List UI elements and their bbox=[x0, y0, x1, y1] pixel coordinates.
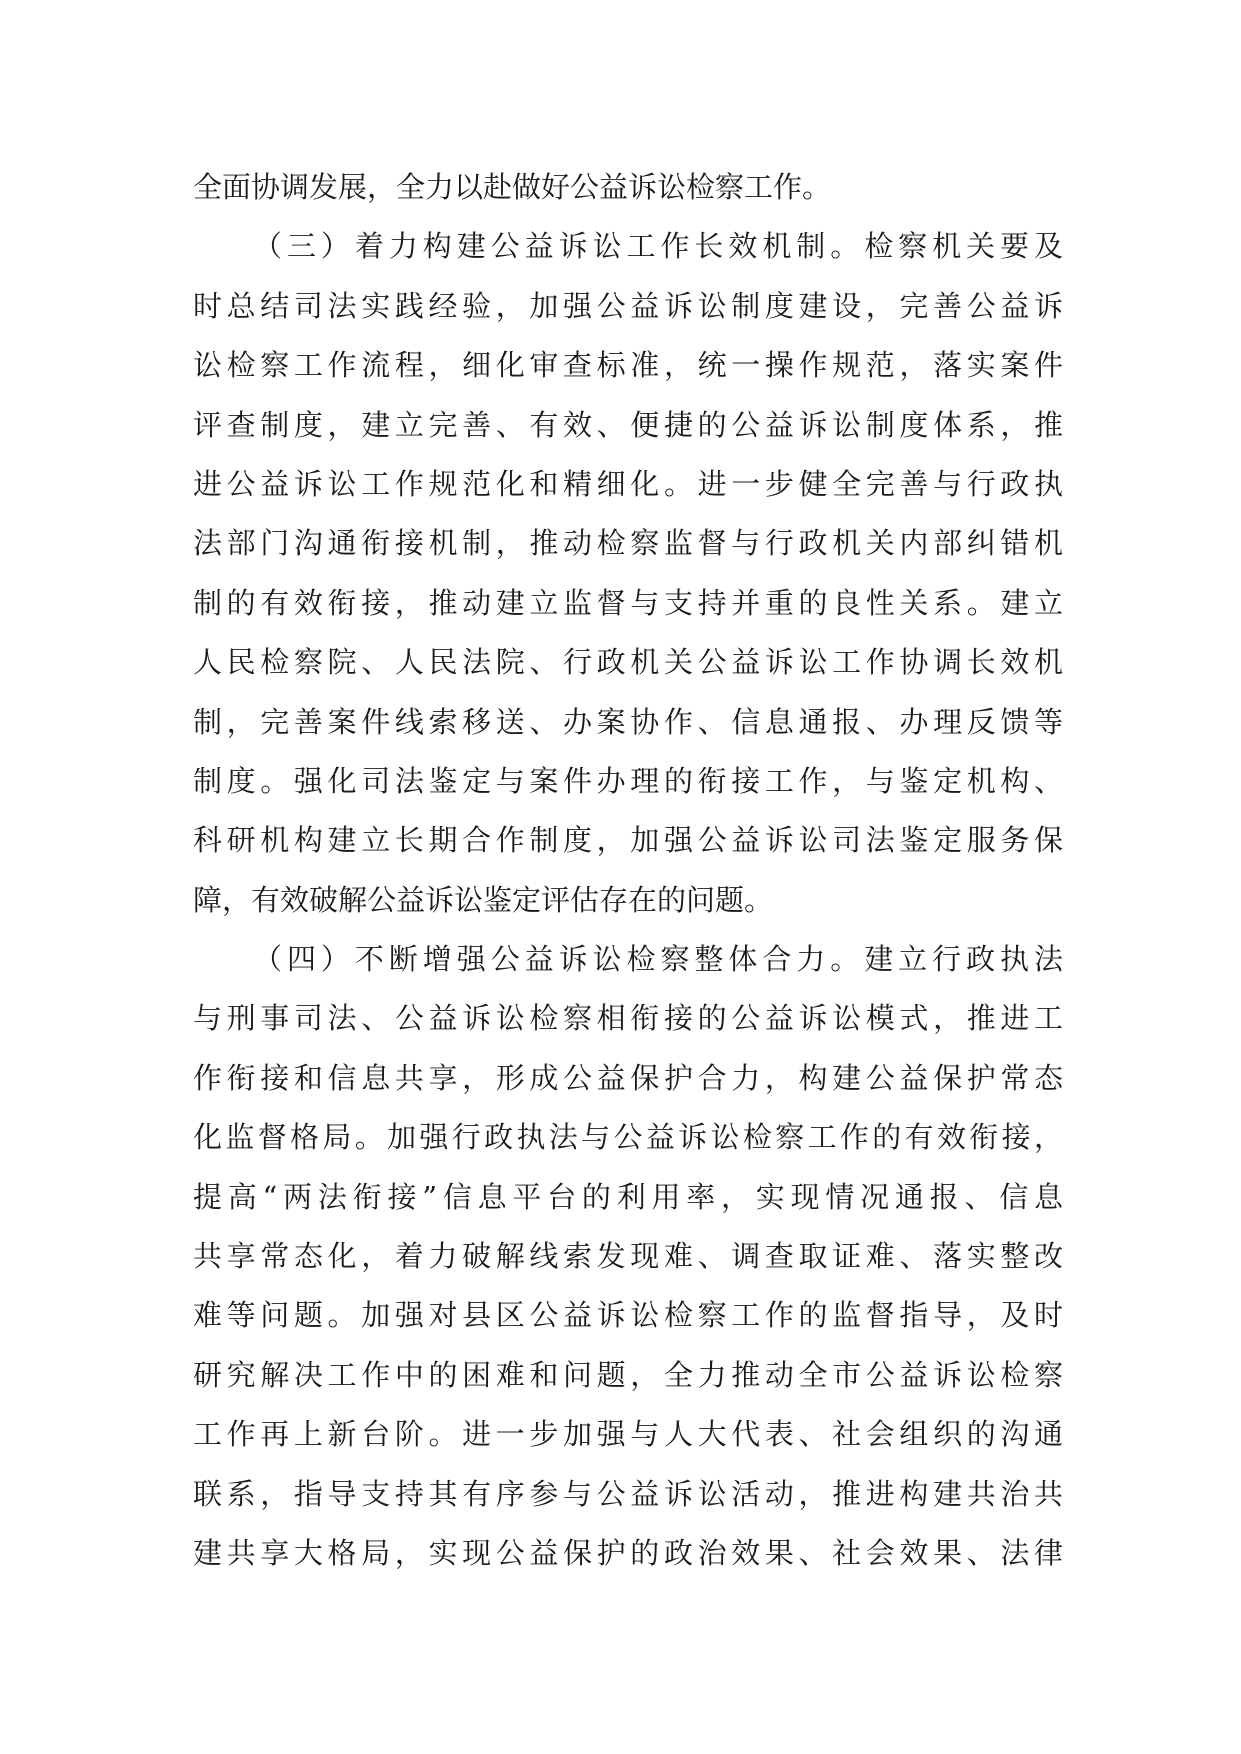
text-line: 研究解决工作中的困难和问题，全力推动全市公益诉讼检察 bbox=[193, 1357, 1063, 1392]
text-line: 制的有效衔接，推动建立监督与支持并重的良性关系。建立 bbox=[193, 585, 1063, 620]
text-line: 障，有效破解公益诉讼鉴定评估存在的问题。 bbox=[193, 882, 774, 917]
text-line: 建共享大格局，实现公益保护的政治效果、社会效果、法律 bbox=[193, 1535, 1063, 1570]
text-line: 与刑事司法、公益诉讼检察相衔接的公益诉讼模式，推进工 bbox=[193, 1001, 1063, 1036]
text-line: 进公益诉讼工作规范化和精细化。进一步健全完善与行政执 bbox=[193, 466, 1063, 501]
text-line: 难等问题。加强对县区公益诉讼检察工作的监督指导，及时 bbox=[193, 1298, 1063, 1333]
text-line: 法部门沟通衔接机制，推动检察监督与行政机关内部纠错机 bbox=[193, 526, 1063, 561]
text-line: 共享常态化，着力破解线索发现难、调查取证难、落实整改 bbox=[193, 1239, 1063, 1274]
text-line: （四）不断增强公益诉讼检察整体合力。建立行政执法 bbox=[253, 942, 1063, 977]
text-line: 人民检察院、人民法院、行政机关公益诉讼工作协调长效机 bbox=[193, 645, 1063, 680]
text-line: 制度。强化司法鉴定与案件办理的衔接工作，与鉴定机构、 bbox=[193, 763, 1063, 798]
text-line: 讼检察工作流程，细化审查标准，统一操作规范，落实案件 bbox=[193, 348, 1063, 383]
text-line: 作衔接和信息共享，形成公益保护合力，构建公益保护常态 bbox=[193, 1060, 1063, 1095]
text-line: 时总结司法实践经验，加强公益诉讼制度建设，完善公益诉 bbox=[193, 288, 1063, 323]
text-line: 制，完善案件线索移送、办案协作、信息通报、办理反馈等 bbox=[193, 704, 1063, 739]
text-line: 工作再上新台阶。进一步加强与人大代表、社会组织的沟通 bbox=[193, 1417, 1063, 1452]
text-line: 联系，指导支持其有序参与公益诉讼活动，推进构建共治共 bbox=[193, 1476, 1063, 1511]
text-line: 提高“两法衔接”信息平台的利用率，实现情况通报、信息 bbox=[193, 1179, 1063, 1214]
text-line: 全面协调发展，全力以赴做好公益诉讼检察工作。 bbox=[193, 170, 832, 204]
document-body bbox=[193, 158, 1063, 1583]
text-line: 化监督格局。加强行政执法与公益诉讼检察工作的有效衔接， bbox=[193, 1120, 1063, 1155]
text-line: 评查制度，建立完善、有效、便捷的公益诉讼制度体系，推 bbox=[193, 407, 1063, 442]
text-line: （三）着力构建公益诉讼工作长效机制。检察机关要及 bbox=[253, 229, 1063, 264]
text-line: 科研机构建立长期合作制度，加强公益诉讼司法鉴定服务保 bbox=[193, 823, 1063, 858]
